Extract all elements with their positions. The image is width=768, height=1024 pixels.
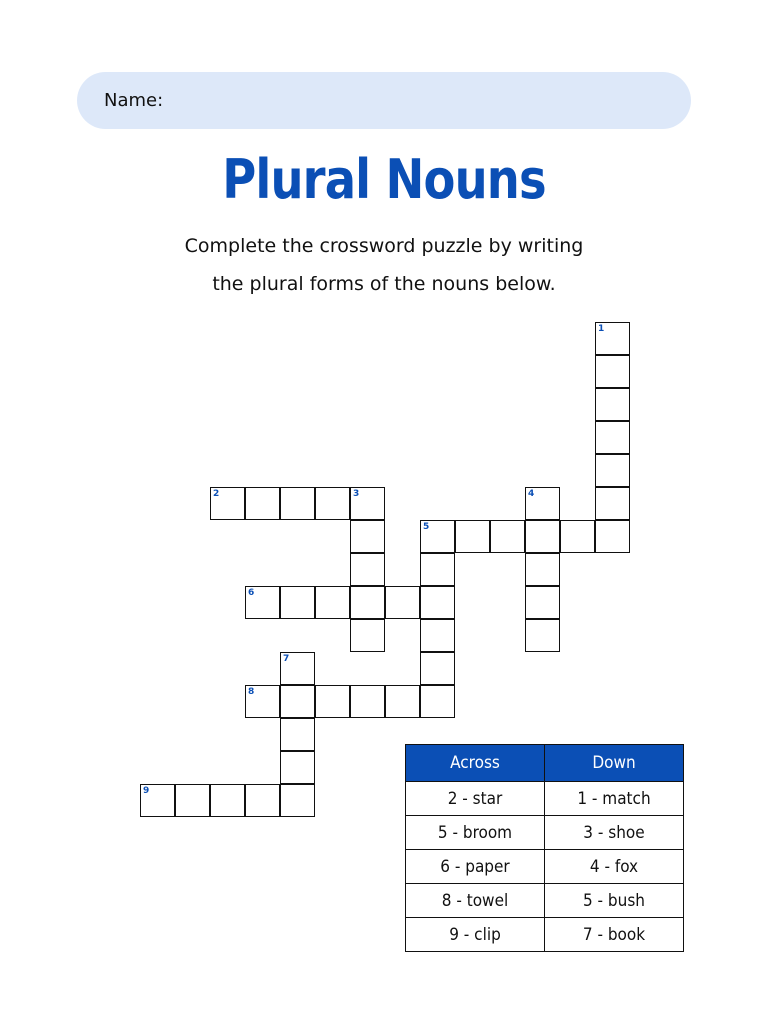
down-clue: 5 - bush: [545, 884, 684, 918]
crossword-cell[interactable]: [350, 685, 385, 718]
crossword-cell[interactable]: [420, 520, 455, 553]
clue-number: 7: [283, 654, 290, 664]
crossword-cell[interactable]: [385, 685, 420, 718]
crossword-cell[interactable]: [245, 685, 280, 718]
clue-number: 6: [248, 588, 255, 598]
crossword-cell[interactable]: [315, 685, 350, 718]
crossword-cell[interactable]: [455, 520, 490, 553]
crossword-cell[interactable]: [525, 586, 560, 619]
crossword-cell[interactable]: [595, 388, 630, 421]
crossword-cell[interactable]: [385, 586, 420, 619]
clue-row: [406, 850, 684, 884]
crossword-cell[interactable]: [315, 487, 350, 520]
page-title: Plural Nouns: [222, 148, 546, 211]
clue-number: 1: [598, 324, 605, 334]
crossword-cell[interactable]: [595, 355, 630, 388]
crossword-cell[interactable]: [595, 421, 630, 454]
crossword-cell[interactable]: [420, 685, 455, 718]
across-clue: 5 - broom: [406, 816, 545, 850]
crossword-cell[interactable]: [525, 487, 560, 520]
crossword-cell[interactable]: [315, 586, 350, 619]
crossword-cell[interactable]: [245, 586, 280, 619]
name-field[interactable]: [77, 72, 691, 129]
clue-number: 3: [353, 489, 360, 499]
clue-row: [406, 782, 684, 816]
crossword-cell[interactable]: [350, 520, 385, 553]
down-header: Down: [545, 745, 684, 782]
clue-number: 9: [143, 786, 150, 796]
crossword-cell[interactable]: [420, 619, 455, 652]
crossword-cell[interactable]: [525, 619, 560, 652]
clue-number: 5: [423, 522, 430, 532]
crossword-cell[interactable]: [210, 487, 245, 520]
crossword-cell[interactable]: [420, 652, 455, 685]
crossword-cell[interactable]: [350, 553, 385, 586]
clue-number: 2: [213, 489, 220, 499]
clue-number: 4: [528, 489, 535, 499]
crossword-cell[interactable]: [490, 520, 525, 553]
down-clue: 4 - fox: [545, 850, 684, 884]
crossword-cell[interactable]: [280, 751, 315, 784]
crossword-cell[interactable]: [280, 685, 315, 718]
crossword-cell[interactable]: [280, 784, 315, 817]
crossword-cell[interactable]: [595, 487, 630, 520]
down-clue: 7 - book: [545, 918, 684, 952]
crossword-cell[interactable]: [280, 487, 315, 520]
crossword-cell[interactable]: [175, 784, 210, 817]
across-clue: 6 - paper: [406, 850, 545, 884]
crossword-cell[interactable]: [140, 784, 175, 817]
crossword-cell[interactable]: [560, 520, 595, 553]
crossword-cell[interactable]: [280, 586, 315, 619]
crossword-cell[interactable]: [350, 586, 385, 619]
crossword-cell[interactable]: [280, 652, 315, 685]
crossword-cell[interactable]: [525, 553, 560, 586]
clue-row: [406, 918, 684, 952]
crossword-cell[interactable]: [245, 784, 280, 817]
crossword-cell[interactable]: [350, 619, 385, 652]
instructions-line-1: Complete the crossword puzzle by writing: [184, 235, 584, 257]
down-clue: 1 - match: [545, 782, 684, 816]
crossword-cell[interactable]: [420, 586, 455, 619]
crossword-cell[interactable]: [245, 487, 280, 520]
clue-number: 8: [248, 687, 255, 697]
name-label: Name:: [104, 90, 164, 111]
crossword-cell[interactable]: [280, 718, 315, 751]
crossword-cell[interactable]: [525, 520, 560, 553]
across-clue: 8 - towel: [406, 884, 545, 918]
across-header: Across: [406, 745, 545, 782]
crossword-cell[interactable]: [595, 454, 630, 487]
crossword-cell[interactable]: [595, 322, 630, 355]
crossword-cell[interactable]: [210, 784, 245, 817]
clue-table: [405, 744, 684, 952]
across-clue: 2 - star: [406, 782, 545, 816]
clue-row: [406, 816, 684, 850]
across-clue: 9 - clip: [406, 918, 545, 952]
down-clue: 3 - shoe: [545, 816, 684, 850]
crossword-cell[interactable]: [595, 520, 630, 553]
crossword-cell[interactable]: [350, 487, 385, 520]
crossword-cell[interactable]: [420, 553, 455, 586]
instructions-line-2: the plural forms of the nouns below.: [212, 273, 556, 295]
clue-row: [406, 884, 684, 918]
